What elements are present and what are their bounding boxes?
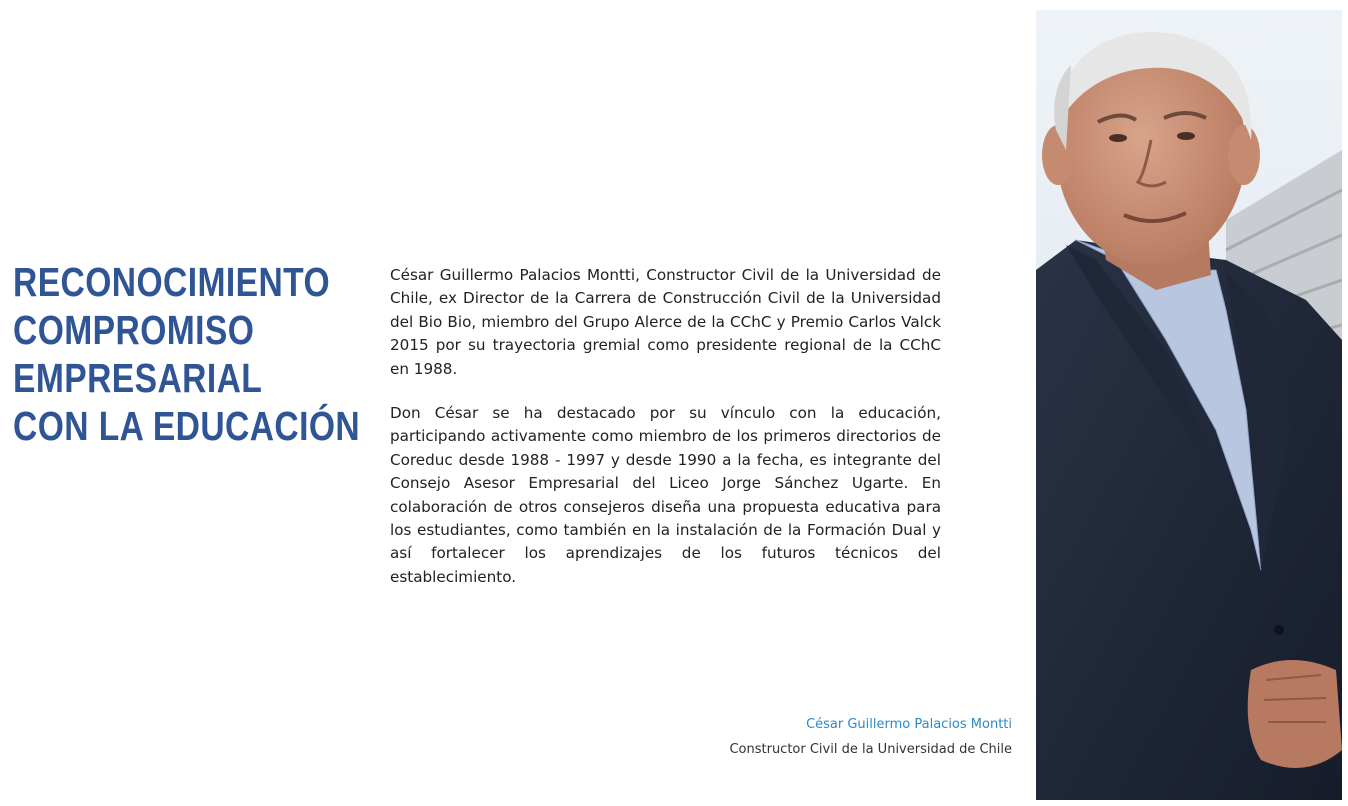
photo-caption (729, 714, 1012, 764)
caption-name: César Guillermo Palacios Montti (806, 717, 1012, 732)
paragraph: Don César se ha destacado por su vínculo con la educación, participando activamente como miembro de los primeros directorios de Coreduc desde 1988 - 1997 y desde 1990 a la fecha, es integrante del Consejo Asesor Empresarial del Liceo Jorge Sánchez Ugarte. En colaboración de otros consejeros diseña una propuesta educativa para los estudiantes, como también en la instalación de la Formación Dual y así fortalecer los aprendizajes de los futuros técnicos del establecimiento. (390, 404, 941, 586)
portrait-photo (1036, 10, 1342, 800)
title-line: EMPRESARIAL (13, 355, 263, 401)
title-line: CON LA EDUCACIÓN (13, 403, 361, 449)
title-line: COMPROMISO (13, 307, 255, 353)
caption-role: Constructor Civil de la Universidad de Chile (729, 742, 1012, 757)
section-title (13, 258, 361, 450)
title-line: RECONOCIMIENTO (13, 259, 331, 305)
article-body (390, 264, 941, 610)
paragraph: César Guillermo Palacios Montti, Constructor Civil de la Universidad de Chile, ex Director de la Carrera de Construcción Civil de la Universidad del Bio Bio, miembro del Grupo Alerce de la CChC y Premio Carlos Valck 2015 por su trayectoria gremial como presidente regional de la CChC en 1988. (390, 266, 941, 378)
portrait-illustration (1036, 10, 1342, 800)
